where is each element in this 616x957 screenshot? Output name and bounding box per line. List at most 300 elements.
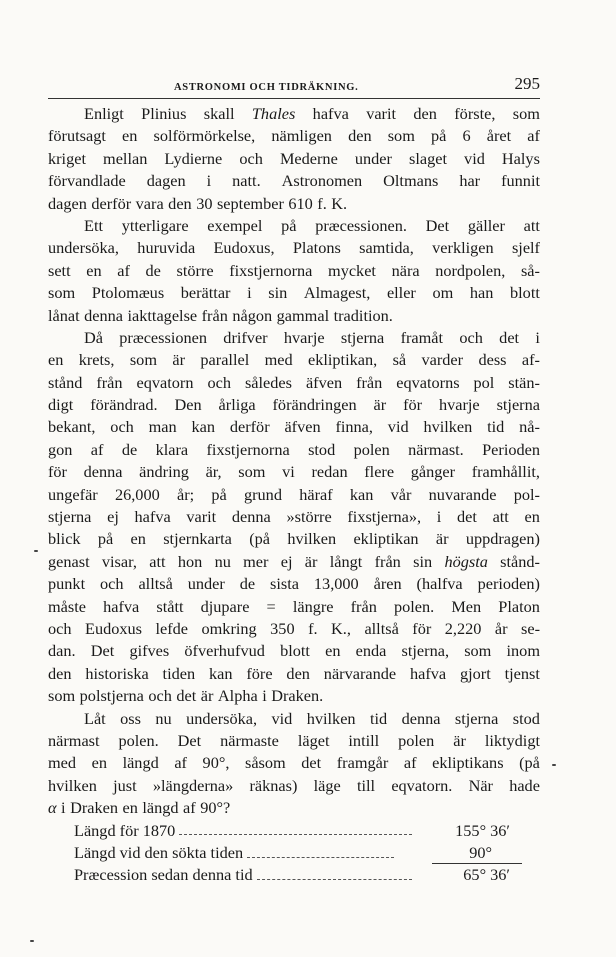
word: Eudoxus (85, 618, 142, 638)
word: »längderna» (152, 775, 234, 795)
text-line (48, 170, 540, 192)
word: högsta (444, 551, 488, 571)
word: (på (519, 753, 540, 773)
word: de (145, 260, 161, 280)
word: sjelf (511, 238, 540, 258)
word: nu (214, 551, 231, 571)
table-row (48, 842, 540, 864)
word: så- (520, 260, 540, 280)
word: af (174, 753, 187, 773)
word: af- (521, 350, 540, 370)
word: nu (155, 708, 172, 728)
word: punkt (48, 574, 86, 594)
word: 6 (462, 126, 471, 146)
word: på (211, 484, 227, 504)
word: ekliptikans (432, 753, 504, 773)
word: bekant, (48, 417, 96, 437)
word: visar, (101, 551, 137, 571)
word: kan (349, 484, 374, 504)
word: gammal (276, 305, 330, 325)
word: större (176, 260, 214, 280)
text-line (48, 416, 540, 438)
margin-mark (552, 764, 556, 766)
text-line (48, 484, 540, 506)
word: klara (155, 439, 189, 459)
header-rule (48, 98, 540, 99)
word: sin (413, 551, 433, 571)
word: har (459, 171, 481, 191)
word: han (469, 283, 494, 303)
word: tradition. (333, 305, 393, 325)
word: förvandlade (48, 171, 126, 191)
word: som (48, 686, 76, 706)
word: 90°? (200, 798, 231, 818)
word: af (527, 126, 540, 146)
margin-mark (34, 550, 38, 552)
word: = (266, 596, 276, 616)
text-line (48, 640, 540, 662)
word: sista (270, 574, 299, 594)
word: i (535, 327, 540, 347)
word: Det (177, 730, 202, 750)
word: Oltmans (383, 171, 439, 191)
word: Platon (498, 596, 540, 616)
word: fixstjernorna (229, 260, 313, 280)
word: läget (297, 730, 330, 750)
word: på (431, 126, 447, 146)
word: krets, (78, 350, 115, 370)
word: Perioden (482, 439, 540, 459)
word: finna, (335, 417, 373, 437)
leader-dots (179, 834, 412, 835)
page-number: 295 (514, 74, 540, 93)
text-line (48, 551, 540, 573)
word: sett (48, 260, 71, 280)
word: denna (401, 708, 441, 728)
word: är (435, 529, 449, 549)
word: Thales (251, 104, 296, 123)
word: polen. (118, 730, 159, 750)
word: nuvarande (428, 484, 497, 504)
word: oss (120, 708, 141, 728)
word: perioden) (477, 574, 540, 594)
word: 610 (288, 193, 313, 213)
word: stjerna (48, 507, 92, 527)
word: kriget (48, 148, 86, 168)
word: och (239, 148, 263, 168)
word: på (97, 529, 114, 549)
word: framhållit, (471, 462, 540, 482)
word: 26,000 (114, 484, 160, 504)
word: som (512, 104, 540, 123)
word: hafva (409, 663, 447, 683)
word: en (48, 350, 64, 370)
word: omkring (201, 618, 257, 638)
table-value: 155° 36′ (455, 820, 510, 840)
text-line (48, 282, 540, 304)
word: långt (329, 551, 363, 571)
word: funnit (501, 171, 540, 191)
word: om (432, 283, 454, 303)
word: med (48, 753, 77, 773)
body-lines (48, 103, 540, 820)
word: gäller (467, 215, 505, 235)
word: eller (386, 283, 416, 303)
word: varit (186, 507, 217, 527)
table-row (48, 864, 540, 886)
word: de (239, 574, 256, 594)
word: stjerna (454, 708, 499, 728)
word: kan (191, 417, 216, 437)
word: eqvatorn. (391, 775, 453, 795)
word: verkligen (432, 238, 494, 258)
word: den (168, 193, 192, 213)
text-line (48, 506, 540, 528)
word: före (246, 663, 273, 683)
word: framgår (336, 753, 389, 773)
word: och (110, 417, 134, 437)
word: kan (208, 663, 233, 683)
text-line (48, 708, 540, 730)
word: tiden (162, 663, 196, 683)
word: stånd (48, 372, 83, 392)
word: blott (510, 283, 540, 303)
word: parallel (200, 350, 250, 370)
word: framåt (400, 327, 444, 347)
text-line (48, 439, 540, 461)
word: pol (473, 372, 495, 392)
word: hvarje (438, 395, 480, 415)
word: solförmörkelse, (153, 126, 256, 146)
word: den (348, 126, 372, 146)
word: blick (48, 529, 81, 549)
word: uppdragen) (465, 529, 540, 549)
leader-dots (257, 879, 412, 880)
word: hade (509, 775, 540, 795)
word: årliga (218, 395, 256, 415)
word: nå- (519, 417, 540, 437)
word: det (301, 753, 322, 773)
word: hafva (312, 104, 349, 123)
word: äfven (305, 372, 343, 392)
word: dess (478, 350, 507, 370)
word: af (90, 439, 104, 459)
word: genast (48, 551, 90, 571)
word: den (48, 663, 72, 683)
word: ekliptikan, (308, 350, 378, 370)
longitude-table (48, 820, 540, 887)
word: samtida, (359, 238, 414, 258)
word: längd (142, 798, 179, 818)
word: Plinius (141, 104, 187, 123)
table-row (48, 820, 540, 842)
word: stjerna (340, 327, 385, 347)
word: slaget (409, 148, 447, 168)
word: »större (286, 507, 332, 527)
word: stjerna (496, 395, 540, 415)
word: och (100, 574, 124, 594)
word: Ptolomæus (91, 283, 165, 303)
word: stånd- (500, 551, 540, 571)
word: och (48, 618, 72, 638)
word: f. (317, 193, 327, 213)
word: Astronomen (281, 171, 363, 191)
word: det (456, 507, 477, 527)
word: för (403, 395, 423, 415)
word: Låt (84, 708, 106, 728)
word: Mederne (279, 148, 338, 168)
word: flere (364, 462, 395, 482)
word: i (262, 686, 267, 706)
word: Halys (501, 148, 540, 168)
text-line (48, 730, 540, 752)
word: vid (464, 148, 485, 168)
word: blott (280, 641, 310, 661)
word: såsom (245, 753, 286, 773)
word: natt. (232, 171, 261, 191)
text-line (48, 618, 540, 640)
word: exempel (207, 215, 263, 235)
word: öfverhufvud (184, 641, 265, 661)
word: således (244, 372, 292, 392)
text-line (48, 596, 540, 618)
text-line (48, 461, 540, 483)
word: förutsagt (48, 126, 106, 146)
word: hvarje (283, 327, 325, 347)
word: så (392, 350, 407, 370)
word: af (117, 260, 130, 280)
word: Den (174, 395, 202, 415)
word: denna (231, 507, 271, 527)
word: 13,000 (313, 574, 359, 594)
word: förste, (454, 104, 496, 123)
word: iakttagelse (127, 305, 198, 325)
table-value: 90° (469, 842, 492, 862)
word: året (486, 126, 512, 146)
word: som (129, 350, 157, 370)
word: Ett (84, 215, 103, 235)
word: en (91, 753, 107, 773)
word: hvilken (306, 708, 356, 728)
word: närmast (48, 730, 100, 750)
word: till (356, 775, 376, 795)
word: måste (48, 596, 86, 616)
word: är (304, 551, 318, 571)
text-line (48, 663, 540, 685)
word: stod (308, 439, 336, 459)
text-line (48, 797, 540, 819)
word: en (130, 529, 146, 549)
word: som (48, 283, 76, 303)
word: gon (48, 439, 73, 459)
word: någon (232, 305, 273, 325)
table-label: Præcession sedan denna tid (74, 865, 253, 885)
word: gjort (459, 663, 491, 683)
word: stjernkarta (163, 529, 232, 549)
word: præcessionen (119, 327, 207, 347)
body-text (48, 103, 540, 887)
text-line (48, 775, 540, 797)
word: åren (373, 574, 402, 594)
word: inom (506, 641, 540, 661)
word: 30 (196, 193, 213, 213)
word: (på (249, 529, 271, 549)
word: den (413, 104, 437, 123)
word: præcessionen. (315, 215, 407, 235)
word: vi (282, 462, 295, 482)
text-line (48, 349, 540, 371)
word: under (187, 574, 225, 594)
word: i (436, 507, 442, 527)
margin-mark (30, 940, 34, 942)
text-line (48, 103, 540, 125)
word: ytterligare (121, 215, 189, 235)
word: för (412, 618, 432, 638)
page-header (48, 74, 540, 98)
word: som (387, 126, 415, 146)
word: äfven (284, 417, 321, 437)
table-label: Längd för 1870 (74, 820, 176, 840)
word: polstjerna (79, 686, 144, 706)
word: fixstjerna», (347, 507, 422, 527)
word: den (286, 663, 310, 683)
word: en (524, 507, 540, 527)
word: liktydigt (484, 730, 540, 750)
word: för (48, 462, 67, 482)
word: september (216, 193, 284, 213)
word: från (201, 305, 228, 325)
table-label: Längd vid den sökta tiden (74, 842, 244, 862)
word: mycket (328, 260, 376, 280)
word: grund (243, 484, 282, 504)
word: från (350, 596, 377, 616)
word: eqvatorn (136, 372, 194, 392)
word: närmast. (408, 439, 464, 459)
word: intill (348, 730, 380, 750)
word: räknas) (249, 775, 298, 795)
word: Enligt (84, 104, 124, 123)
word: en (325, 641, 341, 661)
word: Draken. (271, 686, 324, 706)
word: digt (48, 395, 74, 415)
word: varit (366, 104, 397, 123)
word: polen. (393, 596, 435, 616)
word: skall (203, 104, 235, 123)
text-line (48, 148, 540, 170)
word: på (281, 215, 297, 235)
word: enda (355, 641, 387, 661)
word: år (494, 618, 508, 638)
word: nära (391, 260, 420, 280)
word: se- (521, 618, 540, 638)
text-line (48, 573, 540, 595)
word: historiska (85, 663, 149, 683)
word: polen (398, 730, 435, 750)
word: de (121, 439, 138, 459)
text-line (48, 237, 540, 259)
word: man (148, 417, 177, 437)
word: Det (90, 641, 115, 661)
text-line (48, 193, 540, 215)
text-line (48, 305, 540, 327)
word: är (200, 686, 214, 706)
text-line (48, 125, 540, 147)
word: (halfva (416, 574, 463, 594)
text-line (48, 327, 540, 349)
word: hvilken (423, 417, 473, 437)
word: djupare (200, 596, 250, 616)
word: Draken (70, 798, 118, 818)
word: derför (91, 193, 132, 213)
word: dagen (146, 171, 186, 191)
word: ekliptikan (353, 529, 419, 549)
word: 2,220 (444, 618, 482, 638)
word: berättar (180, 283, 231, 303)
word: ungefär (48, 484, 98, 504)
word: stått (156, 596, 184, 616)
word: K. (331, 193, 348, 213)
word: Almagest, (303, 283, 371, 303)
word: det (499, 327, 520, 347)
word: det (176, 686, 197, 706)
word: i (206, 171, 212, 191)
word: hafva (103, 596, 140, 616)
word: nordpolen, (435, 260, 506, 280)
word: och (459, 327, 483, 347)
word: eqvatorns (396, 372, 460, 392)
word: hvilken (287, 529, 337, 549)
word: af (403, 753, 417, 773)
word: längre (292, 596, 334, 616)
word: år; (176, 484, 195, 504)
word: vara (135, 193, 164, 213)
word: vid (387, 417, 409, 437)
word: Men (451, 596, 482, 616)
word: Då (84, 327, 103, 347)
word: förändrad. (90, 395, 158, 415)
word: hvilken (48, 775, 97, 795)
running-title: ASTRONOMI OCH TIDRÄKNING. (174, 82, 359, 93)
word: Platons (292, 238, 341, 258)
word: nämligen (271, 126, 332, 146)
word: och (148, 686, 172, 706)
text-line (48, 394, 540, 416)
word: fixstjernorna (206, 439, 290, 459)
word: att (149, 551, 166, 571)
word: tjenst (504, 663, 540, 683)
word: lefde (155, 618, 189, 638)
word: att (492, 507, 509, 527)
word: närvarande (323, 663, 397, 683)
word: från (356, 372, 383, 392)
word: och (207, 372, 231, 392)
text-line (48, 215, 540, 237)
word: stod (512, 708, 540, 728)
word: stjerna, (401, 641, 450, 661)
word: ej (107, 507, 119, 527)
word: ändring (139, 462, 189, 482)
word: är (172, 350, 186, 370)
word: mellan (103, 148, 148, 168)
word: i (61, 798, 66, 818)
word: är (373, 395, 387, 415)
word: f. (308, 618, 318, 638)
table-value: 65° 36′ (463, 865, 510, 885)
word: är, (205, 462, 222, 482)
word: α (48, 798, 57, 818)
word: polen (353, 439, 390, 459)
word: vår (390, 484, 412, 504)
